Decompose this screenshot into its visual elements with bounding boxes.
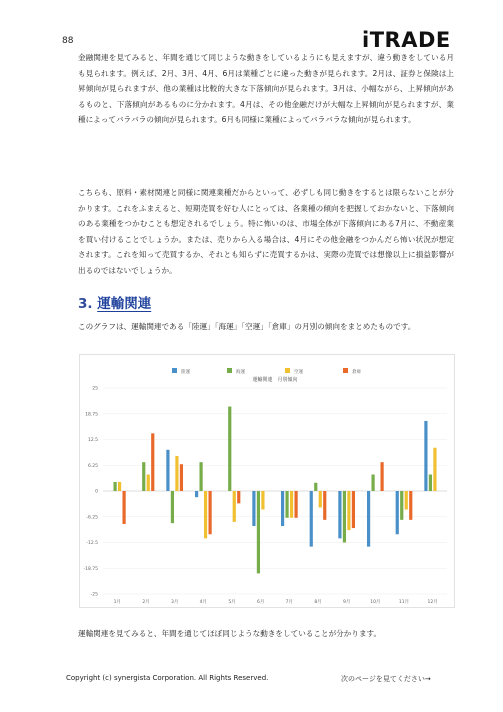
- chart-conclusion: 運輸関連を見てみると、年間を通じてほぼ同じような動きをしていることが分かります。: [78, 629, 382, 638]
- bar-6-1: [285, 491, 288, 518]
- legend-label-2: 空運: [294, 370, 303, 375]
- bar-4-3: [237, 491, 240, 503]
- bar-6-3: [294, 491, 297, 518]
- x-tick-label-5: 6月: [256, 600, 265, 605]
- bar-10-1: [400, 491, 403, 520]
- bar-5-0: [252, 491, 255, 526]
- bar-1-1: [142, 462, 145, 491]
- bar-6-0: [281, 491, 284, 526]
- chart-intro: このグラフは、運輸関連である「陸運」「海運」「空運」「倉庫」の月別の傾向をまとめたものです。: [78, 322, 416, 331]
- x-tick-label-1: 2月: [142, 600, 150, 605]
- legend-swatch-2: [285, 368, 290, 373]
- section-heading: [78, 292, 151, 312]
- y-tick-label-8: -25: [90, 592, 98, 598]
- bar-10-3: [409, 491, 412, 520]
- bar-5-2: [261, 491, 264, 510]
- section-title: 運輸関連: [97, 296, 152, 312]
- bar-2-0: [166, 450, 169, 491]
- section-number: 3.: [78, 296, 93, 312]
- y-tick-label-2: 12.5: [87, 438, 98, 444]
- bar-2-2: [175, 456, 178, 491]
- bar-8-3: [352, 491, 355, 528]
- page-number: 88: [62, 36, 74, 46]
- bar-3-2: [204, 491, 207, 538]
- x-tick-label-9: 10月: [370, 600, 381, 605]
- bar-9-0: [367, 491, 370, 547]
- y-tick-label-6: -12.5: [86, 541, 98, 547]
- bar-1-2: [147, 475, 150, 491]
- legend-label-3: 倉庫: [352, 370, 361, 375]
- y-tick-label-4: 0: [95, 489, 98, 495]
- bar-1-3: [151, 433, 154, 491]
- x-tick-label-7: 8月: [314, 600, 322, 605]
- bar-11-0: [424, 421, 427, 491]
- transport-chart: [79, 354, 455, 608]
- bar-10-0: [396, 491, 399, 534]
- legend-label-1: 海運: [236, 370, 245, 375]
- x-tick-label-3: 4月: [199, 600, 208, 605]
- bar-8-2: [347, 491, 350, 530]
- bar-0-1: [113, 482, 116, 491]
- y-tick-label-5: -6.25: [86, 515, 98, 521]
- x-tick-label-8: 9月: [342, 600, 351, 605]
- bar-5-1: [257, 491, 260, 573]
- y-tick-label-3: 6.25: [87, 463, 98, 469]
- bar-2-3: [180, 464, 183, 491]
- bar-2-1: [171, 491, 174, 523]
- x-tick-label-11: 12月: [427, 600, 438, 605]
- bar-8-1: [343, 491, 346, 543]
- bar-9-1: [371, 475, 374, 491]
- bar-7-2: [319, 491, 322, 507]
- x-tick-label-4: 5月: [228, 600, 236, 605]
- legend-label-0: 陸運: [181, 370, 190, 375]
- bar-3-0: [195, 491, 198, 497]
- copyright-footer: Copyright (c) synergista Corporation. All Rights Reserved.: [66, 674, 269, 682]
- y-tick-label-1: 18.75: [85, 412, 98, 418]
- x-tick-label-6: 7月: [285, 600, 294, 605]
- bar-3-3: [208, 491, 211, 534]
- y-tick-label-0: 25: [92, 386, 98, 392]
- bar-4-2: [233, 491, 236, 522]
- bar-4-1: [228, 407, 231, 491]
- legend-swatch-0: [172, 368, 177, 373]
- paragraph-financial: 金融関連を見てみると、年間を通じて同じような動きをしているようにも見えますが、違う動きをしている月も見られます。例えば、2月、3月、4月、6月は業種ごとに違った動きが見られます。2月は、証券と保険は上昇傾向が見られますが、他の業種は比較的大きな下落傾向が見られます。3月は、小幅ながら、上昇傾向があるものと、下落傾向があるものに分かれます。4月は、その他金融だけが大幅な上昇傾向が見られますが、業種によってバラバラの傾向が見られます。6月も同様に業種によってバラバラな傾向が見られます。: [78, 53, 454, 125]
- chart-frame: [80, 355, 455, 608]
- bar-0-3: [122, 491, 125, 524]
- legend-swatch-3: [343, 368, 348, 373]
- bar-7-1: [314, 483, 317, 491]
- bar-9-3: [380, 462, 383, 491]
- x-tick-label-10: 11月: [398, 600, 410, 605]
- next-page-hint: 次のページを見てください→: [341, 675, 431, 683]
- bar-3-1: [199, 462, 202, 491]
- bar-11-2: [433, 448, 436, 491]
- bar-7-0: [310, 491, 313, 547]
- paragraph-summary: こちらも、原料・素材関連と同様に関連業種だからといって、必ずしも同じ動きをするとは限らないことが分かります。これをふまえると、短期売買を好む人にとっては、各業種の傾向を把握しておかないと、下落傾向のある業種をつかむことも想定されるでしょう。特に怖いのは、市場全体が下落傾向にある7月に、不動産業を買い付けることでしょうか。または、売りから入る場合は、4月にその他金融をつかんだら怖い状況が想定されます。これを知って売買するか、それとも知らずに売買するかは、実際の売買では想像以上に損益影響が出るのではないでしょうか。: [78, 188, 454, 275]
- itrade-logo: iTRADE: [362, 28, 451, 52]
- bar-0-2: [118, 482, 121, 491]
- bar-8-0: [338, 491, 341, 538]
- bar-11-1: [429, 475, 432, 491]
- chart-title: 運輸関連 月別傾向: [252, 377, 298, 383]
- x-tick-label-2: 3月: [170, 600, 179, 605]
- y-tick-label-7: -18.75: [83, 566, 98, 572]
- bar-10-2: [405, 491, 408, 510]
- bar-7-3: [323, 491, 326, 520]
- bar-6-2: [290, 491, 293, 518]
- x-tick-label-0: 1月: [113, 600, 122, 605]
- legend-swatch-1: [227, 368, 232, 373]
